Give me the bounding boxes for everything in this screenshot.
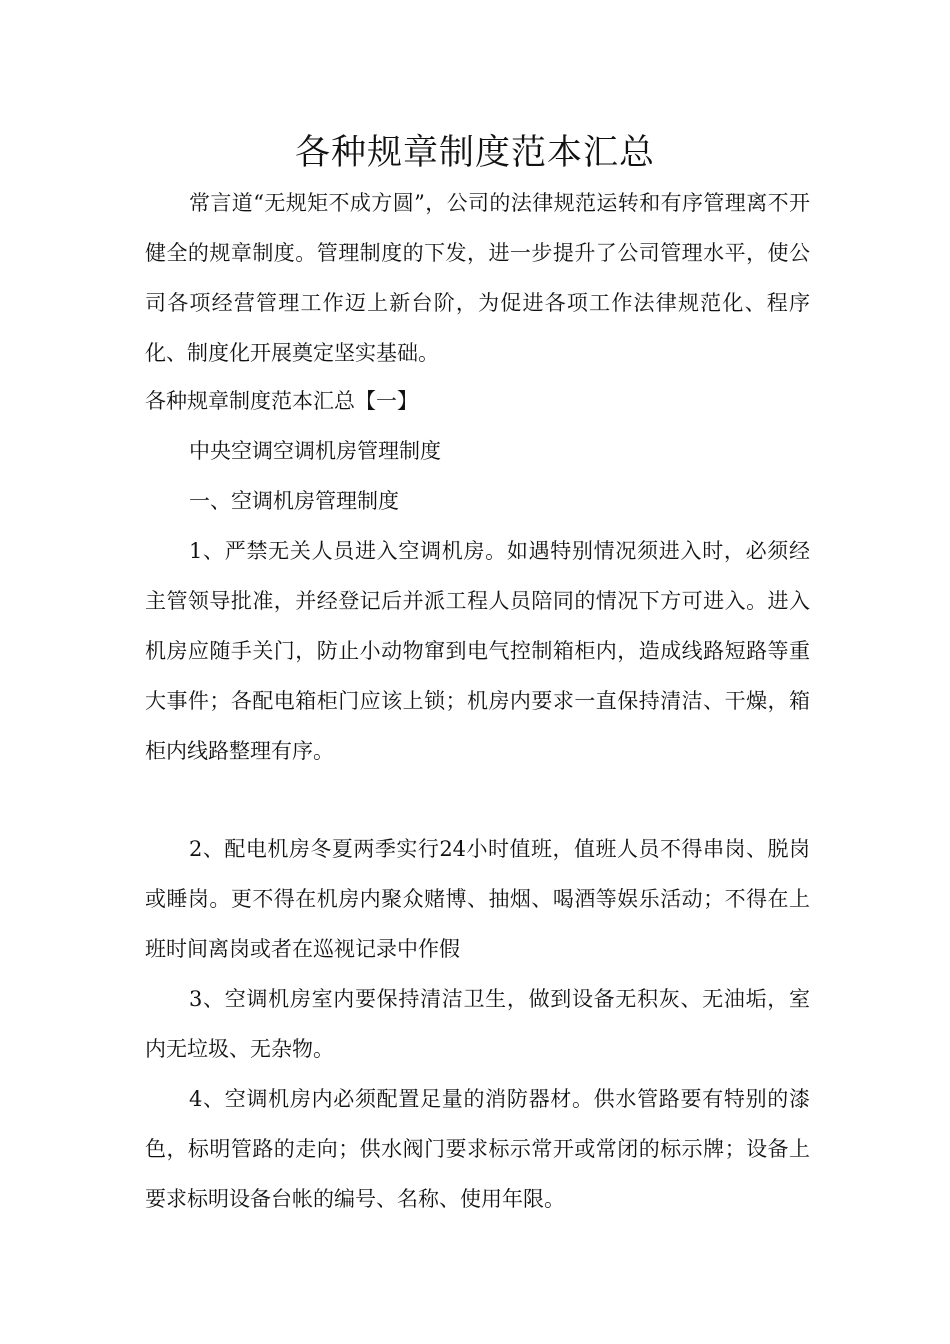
intro-paragraph: 常言道“无规矩不成方圆”，公司的法律规范运转和有序管理离不开健全的规章制度。管理制度的下发，进一步提升了公司管理水平，使公司各项经营管理工作迈上新台阶，为促进各项工作法律规范化、程序化、制度化开展奠定坚实基础。 [145,191,810,365]
policy-subheading: 一、空调机房管理制度 [189,489,399,513]
document-title: 各种规章制度范本汇总 [294,133,655,173]
rule-paragraph-2: 2、配电机房冬夏两季实行24小时值班，值班人员不得串岗、脱岗或睡岗。更不得在机房内聚众赌博、抽烟、喝酒等娱乐活动；不得在上班时间离岗或者在巡视记录中作假 [145,837,810,961]
rule-paragraph-3: 3、空调机房室内要保持清洁卫生，做到设备无积灰、无油垢，室内无垃圾、无杂物。 [145,987,810,1061]
section-heading: 各种规章制度范本汇总【一】 [145,389,418,413]
rule-paragraph-1: 1、严禁无关人员进入空调机房。如遇特别情况须进入时，必须经主管领导批准，并经登记后并派工程人员陪同的情况下方可进入。进入机房应随手关门，防止小动物窜到电气控制箱柜内，造成线路短路等重大事件；各配电箱柜门应该上锁；机房内要求一直保持清洁、干燥，箱柜内线路整理有序。 [145,539,810,763]
policy-subtitle: 中央空调空调机房管理制度 [189,439,441,463]
rule-paragraph-4: 4、空调机房内必须配置足量的消防器材。供水管路要有特别的漆色，标明管路的走向；供水阀门要求标示常开或常闭的标示牌；设备上要求标明设备台帐的编号、名称、使用年限。 [145,1087,810,1211]
